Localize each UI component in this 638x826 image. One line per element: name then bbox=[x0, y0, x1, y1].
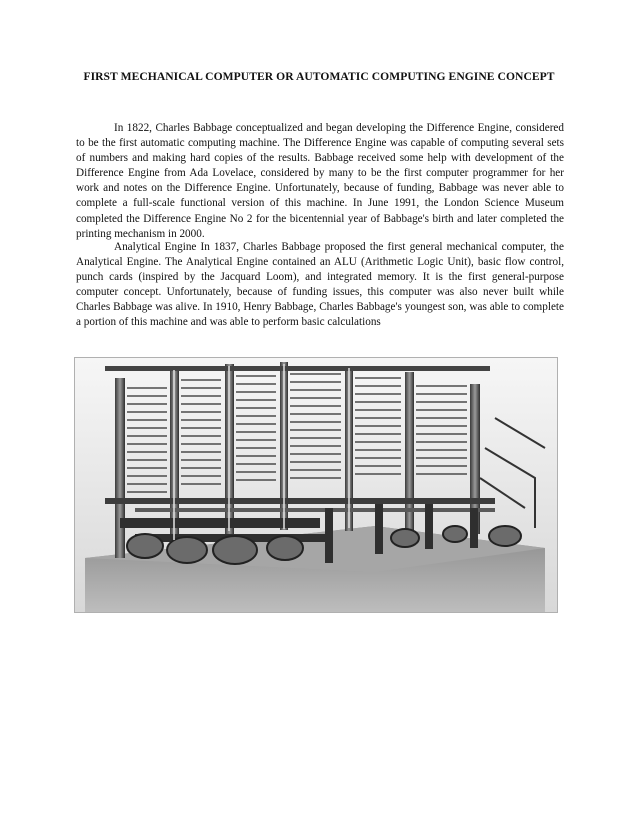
paragraph-analytical-engine: Analytical Engine In 1837, Charles Babbage proposed the first general mechanical computer, the Analytical Engine. The Analytical Engine contained an ALU (Arithmetic Logic Unit), basic flow control, punch cards (inspired by the Jacquard Loom), and integrated memory. It is the first general-purpose computer concept. Unfortunately, because of funding issues, this computer was also never built while Charles Babbage was alive. In 1910, Henry Babbage, Charles Babbage's youngest son, was able to complete a portion of this machine and was able to perform basic calculations bbox=[76, 241, 564, 329]
machine-illustration bbox=[75, 358, 557, 612]
paragraph-difference-engine: In 1822, Charles Babbage conceptualized and began developing the Difference Engine, considered to be the first automatic computing machine. The Difference Engine was capable of computing several sets of numbers and making hard copies of the results. Babbage received some help with development of the Difference Engine from Ada Lovelace, considered by many to be the first computer programmer for her work and notes on the Difference Engine. Unfortunately, because of funding, Babbage was never able to complete a full-scale functional version of this machine. In June 1991, the London Science Museum completed the Difference Engine No 2 for the bicentennial year of Babbage's birth and later completed the printing mechanism in 2000. bbox=[76, 122, 564, 240]
document-title: FIRST MECHANICAL COMPUTER OR AUTOMATIC COMPUTING ENGINE CONCEPT bbox=[83, 70, 555, 83]
analytical-engine-photo bbox=[74, 357, 558, 613]
